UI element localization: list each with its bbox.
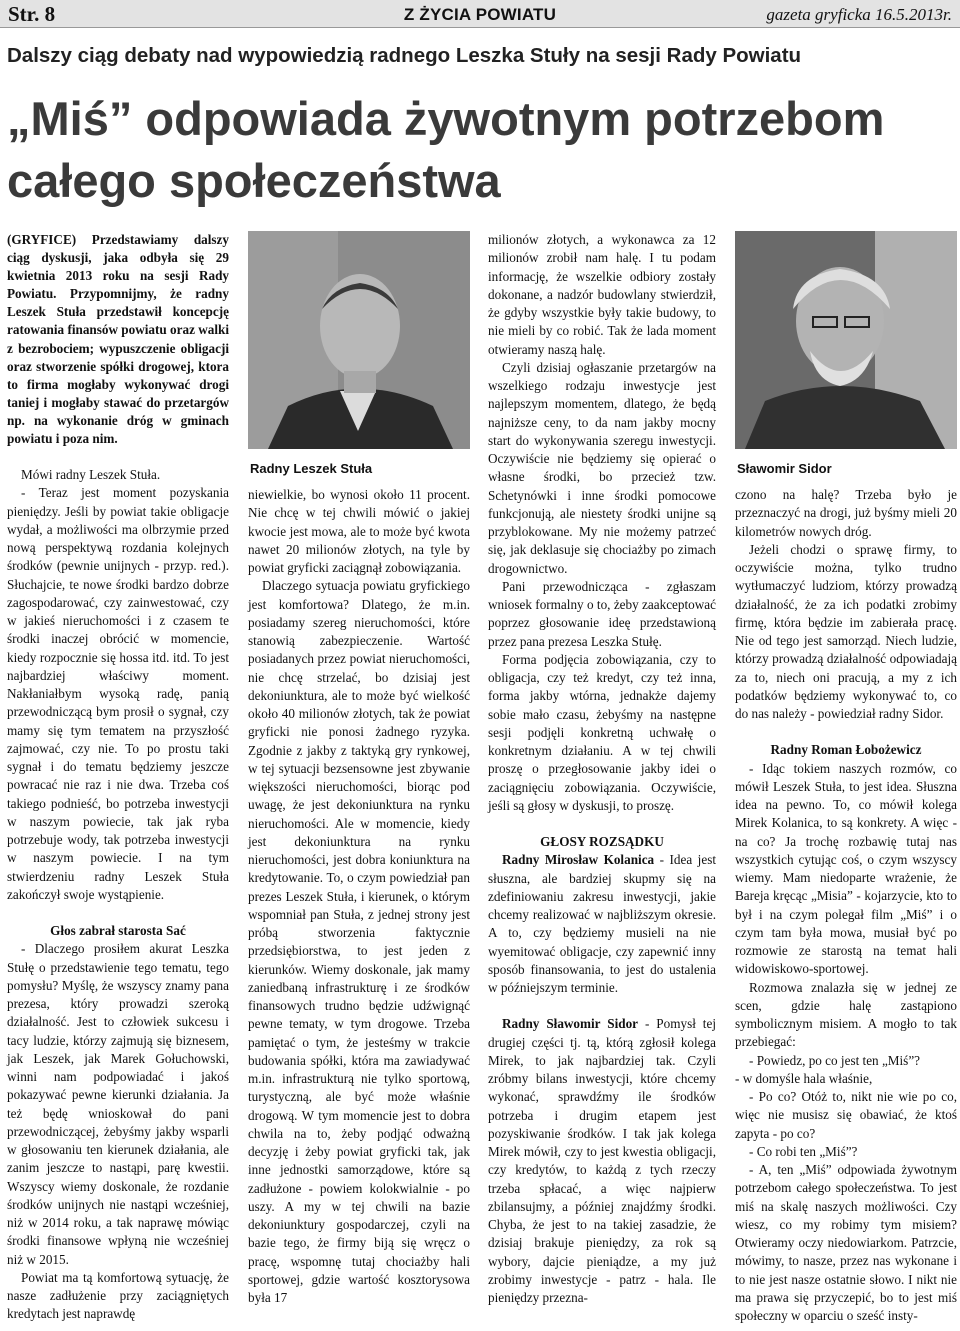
subheading: Radny Roman Łobożewicz	[770, 742, 922, 758]
article-column-4	[735, 486, 957, 1325]
article-kicker: Dalszy ciąg debaty nad wypowiedzią radnego Leszka Stuły na sesji Rady Powiatu	[7, 44, 802, 67]
headline-line-2: całego społeczeństwa	[7, 154, 501, 207]
paragraph: - Dlaczego prosiłem akurat Leszka Stułę o przedstawienie tego tematu, tego pomysłu? Myślę, że wszyscy znamy pana prezesa, który prowadzi szeroką działalność. Jest to człowiek sukcesu i tacy ludzie, którzy zajmują się biznesem, jak Leszek, jak Marek Gołuchowski, winni nam podpowiadać i jakoś pokazywać pewne kierunki działania. Ja też będę wnioskował do pani przewodniczącej, żebyśmy jakby wsparli w głosowaniu ten kierunek działania, ale zanim jeszcze to nastąpi, parę kwestii. Wszyscy wiemy doskonale, że rozdanie środków unijnych nie nastąpi wcześniej, niż w 2014 roku, a tak naprawę mówiąc środki finansowe wpłyną nie wcześniej niż w 2015.	[7, 941, 229, 1267]
paragraph: - A, ten „Miś” odpowiada żywotnym potrzebom całego społeczeństwa. To jest miś na skalę naszych możliwości. Czy wiesz, co my robimy tym misiem? Otwieramy oczy niedowiarkom. Patrzcie, mówimy, to nasze, przez nas wykonane i to nie jest nasze ostatnie słowo. I nikt nie ma prawa się przyczepić, bo to jest miś społeczny w oparciu o sześć insty-	[735, 1162, 957, 1323]
paragraph: Czyli dzisiaj ogłaszanie przetargów na wszelkiego rodzaju inwestycje jest najlepszym momentem, dlatego, że będą najniższe ceny, to da nam jakby mocny start do wykonywania szeregu inwestycji. Oczywiście nie będziemy się opierać o własne środki, bo przecież tzw. Schetynówki i inne środki pomocowe funkcjonują, ale niestety środki unijne są przyblokowane. My nie możemy patrzeć się, jak deklasuje się chociażby po zimach drogownictwo.	[488, 359, 716, 576]
speaker-name: Radny Sławomir Sidor	[502, 1016, 639, 1032]
page-number: Str. 8	[8, 2, 56, 26]
paragraph: milionów złotych, a wykonawca za 12 milionów zrobił nam halę. I tu podam informację, że wszelkie odbiory zostały dokonane, a nadzór budowlany stwierdził, że gdyby wszystkie były takie budowy, to nie mieli by co robić. Tak że lada moment otwieramy naszą halę.	[488, 232, 716, 357]
portrait-illustration	[735, 231, 957, 449]
article-column-2	[248, 486, 470, 1307]
paragraph: Dlaczego sytuacja powiatu gryfickiego jest komfortowa? Dlatego, że m.in. posiadamy szereg nieruchomości, które stanowią zabezpieczenie. Wartość posiadanych przez powiat nieruchomości, nie chcę strzelać, bo dzisiaj jest dekoniunktura, ale to może być wielkość około 40 milionów złotych, tak że powiat gryficki nie ponosi żadnego ryzyka. Zgodnie z jakby z taktyką gry rynkowej, w tej sytuacji bezsensowne jest zbywanie większości nieruchomości, biorąc pod uwagę, że jest dekoniunktura na rynku nieruchomości. Ale w momencie, kiedy jest dekoniunktura na rynku nieruchomości, jest dobra koniunktura na kredytowanie. To, o czym powiedział pan prezes Leszek Stuła, i kierunek, o którym wspomniał pan Stuła, z jednej strony jest próbą stworzenia faktycznie przedsiębiorstwa, to jest jeden z kierunków. Wiemy doskonale, jak mamy zaniedbaną infrastrukturę i ze środków finansowych trudno będzie udźwignąć pewne tematy, w tym drogowe. Trzeba pamiętać o tym, że jesteśmy w trakcie budowania spółki, która ma zawiadywać m.in. infrastrukturą nie tylko sportową, turystyczną, ale być może właśnie drogową. W tym momencie jest to dobra chwila na to, żeby podjąć odważną decyzję i żeby powiat gryficki tak, jak inne jednostki samorządowe, które są zadłużone - powiem kolokwialnie - po uszy. A my w tej chwili na bazie dekoniunktury gospodarczej, czyli na bazie tego, że firmy biją się wręcz o pracę, wspomnę tutaj chociażby hali sportowej, gdzie wartość kosztorysowa była 17	[248, 578, 470, 1305]
page-header	[0, 0, 960, 28]
paragraph	[488, 1015, 716, 1307]
paragraph: czono na halę? Trzeba było je przeznaczyć na drogi, już byśmy mieli 20 kilometrów nowych dróg.	[735, 487, 957, 539]
paragraph: - Co robi ten „Miś”?	[749, 1143, 858, 1159]
portrait-illustration	[248, 231, 470, 449]
paragraph: - Po co? Otóż to, nikt nie wie po co, więc nie musisz się obawiać, że ktoś zapyta - po co?	[735, 1089, 957, 1141]
speaker-text: - Idea jest słuszna, ale bardziej skupmy się na zdefiniowaniu zakresu inwestycji, jakie chcemy realizować w najbliższym okresie. A to, czy będziemy musieli na nie wyemitować obligacje, czy zapewnić inny sposób finansowania, to jest do ustalenia w późniejszym terminie.	[488, 852, 716, 995]
paragraph: Pani przewodnicząca - zgłaszam wniosek formalny o to, żeby zaakceptować poprzez głosowanie ideę przedstawioną przez pana prezesa Leszka Stułę.	[488, 578, 716, 649]
publication-date: gazeta gryficka 16.5.2013r.	[766, 5, 952, 24]
paragraph: - Powiedz, po co jest ten „Miś”?	[749, 1052, 921, 1068]
article-lead: (GRYFICE) Przedstawiamy dalszy ciąg dyskusji, jaka odbyła się 29 kwietnia 2013 roku na sesji Rady Powiatu. Przypomnijmy, że radny Leszek Stuła przedstawił koncepcję ratowania finansów powiatu oraz walki z bezrobociem; wypuszczenie obligacji oraz stworzenie spółki drogowej, ktora to firma mogłaby wykonywać drogi taniej i mogłaby stawać do przetargów np. na wykonanie dróg w gminach powiatu i poza nim.	[7, 232, 230, 447]
speaker-text: - Pomysł tej drugiej części tj. tą, którą zgłosił kolega Mirek, to jak najbardziej tak. Czyli zróbmy bilans inwestycji, które chcemy wykonać, sprawdźmy ile środków potrzeba i drugim etapem jest pozyskiwanie środków. I tak jak kolega Mirek mówił, czy to jest kwestia obligacji, czy kredytów, to każdą z tych rzeczy trzeba spłacać, a więc najpierw zbilansujmy, a później znajdźmy środki. Chyba, że jest to na takiej zasadzie, że dzisiaj brakuje pieniędzy, za rok są wybory, dajcie pieniądze, a my już zrobimy inwestycje - patrz - hala. Ile pieniędzy przezna-	[488, 1016, 716, 1305]
article-column-3	[488, 231, 716, 1307]
paragraph: - w domyśle hala właśnie,	[735, 1070, 873, 1086]
photo-slawomir-sidor	[735, 231, 957, 449]
paragraph: niewielkie, bo wynosi około 11 procent. Nie chcę w tej chwili mówić o jakiej kwocie jest mowa, ale to może być kwota nawet 20 milionów złotych, na tyle by powiat gryficki zaciągnął zobowiązania.	[248, 487, 470, 575]
paragraph: Mówi radny Leszek Stuła.	[21, 467, 161, 483]
section-title: Z ŻYCIA POWIATU	[403, 5, 557, 24]
paragraph: Rozmowa znalazła się w jednej ze scen, gdzie halę zastąpiono symbolicznym misiem. A mogło to tak przebiegać:	[735, 979, 957, 1050]
headline-line-1: „Miś” odpowiada żywotnym potrzebom	[7, 92, 885, 145]
paragraph: Jeżeli chodzi o sprawę firmy, to oczywiście można, tylko trudno wytłumaczyć ludziom, którzy prowadzą działalność, że za ich podatki zrobimy firmę, która będzie im zabierała pracę. Nie od tego jest samorząd. Niech ludzie, którzy prowadzą działalność odpowiadają za to, niech oni pracują, a my z ich podatków będziemy wykonywać to, co do nas należy - powiedział radny Sidor.	[735, 541, 957, 721]
paragraph	[488, 851, 716, 997]
photo-caption: Radny Leszek Stuła	[250, 461, 373, 476]
speaker-name: Radny Mirosław Kolanica	[502, 852, 655, 868]
subheading: GŁOSY ROZSĄDKU	[540, 834, 664, 849]
article-headline	[7, 88, 955, 212]
paragraph: - Idąc tokiem naszych rozmów, co mówił Leszek Stuła, to jest idea. Słuszna idea na pewno. To, co mówił kolega Mirek Kolanica, to są konkrety. A więc - na co? Ja trochę rozbawię tutaj nas wszystkich cytując coś, o czym wszyscy wiemy. Mam niedoparte wrażenie, że Bareja kręcąc „Misia” - kojarzycie, kto to był i na czym polegał film „Miś” i o czym tam była mowa, musiał być po rozmowie ze starostą na temat hali widowiskowo-sportowej.	[735, 760, 957, 977]
article-column-1	[7, 231, 229, 1324]
paragraph: Forma podjęcia zobowiązania, czy to obligacja, czy też kredyt, czy też inna, forma jakby wtórna, jednakże dajemy sobie mało czasu, żebyśmy na następne sesji podjęli konkretną uchwałę o konkretnym działaniu. A w tej chwili proszę o przegłosowanie jakby idei o zaciągnięciu zobowiązania. Oczywiście, jeśli są głosy w dyskusji, to proszę.	[488, 651, 716, 813]
paragraph: Powiat ma tą komfortową sytuację, że nasze zadłużenie przy zaciągniętych kredytach jest naprawdę	[7, 1269, 229, 1322]
photo-leszek-stula	[248, 231, 470, 449]
paragraph: - Teraz jest moment pozyskania pieniędzy. Jeśli by powiat takie obligacje wydał, a możliwości ma olbrzymie przed nową perspektywą rozdania kolejnych środków (pewnie unijnych - przyp. red.). Słuchajcie, te nowe środki bardzo dobrze zagospodarować, czy zainwestować, czy w jakieś nieruchomości i z czasem te środki inaczej obrócić w momencie, kiedy rozpocznie się hossa itd. itd. To jest najbardziej właściwy moment. Nakłaniałbym wysoką radę, panią przewodniczącą bym prosił o sygnał, czy mamy się tym tematem na przyszłość zajmować, czy nie. To po prostu taki sygnał i do tematu będziemy jeszcze powracać nie raz i nie dwa. Trzeba coś takiego podnieść, bo potrzeba inwestycji w naszym powiecie, tak jak ryba potrzebuje wody, tak potrzeba inwestycji w naszym powiecie. I na tym stwierdzeniu radny Leszek Stuła zakończył swoje wystąpienie.	[7, 485, 229, 902]
subheading: Głos zabrał starosta Sać	[50, 923, 186, 939]
photo-caption: Sławomir Sidor	[737, 461, 832, 476]
